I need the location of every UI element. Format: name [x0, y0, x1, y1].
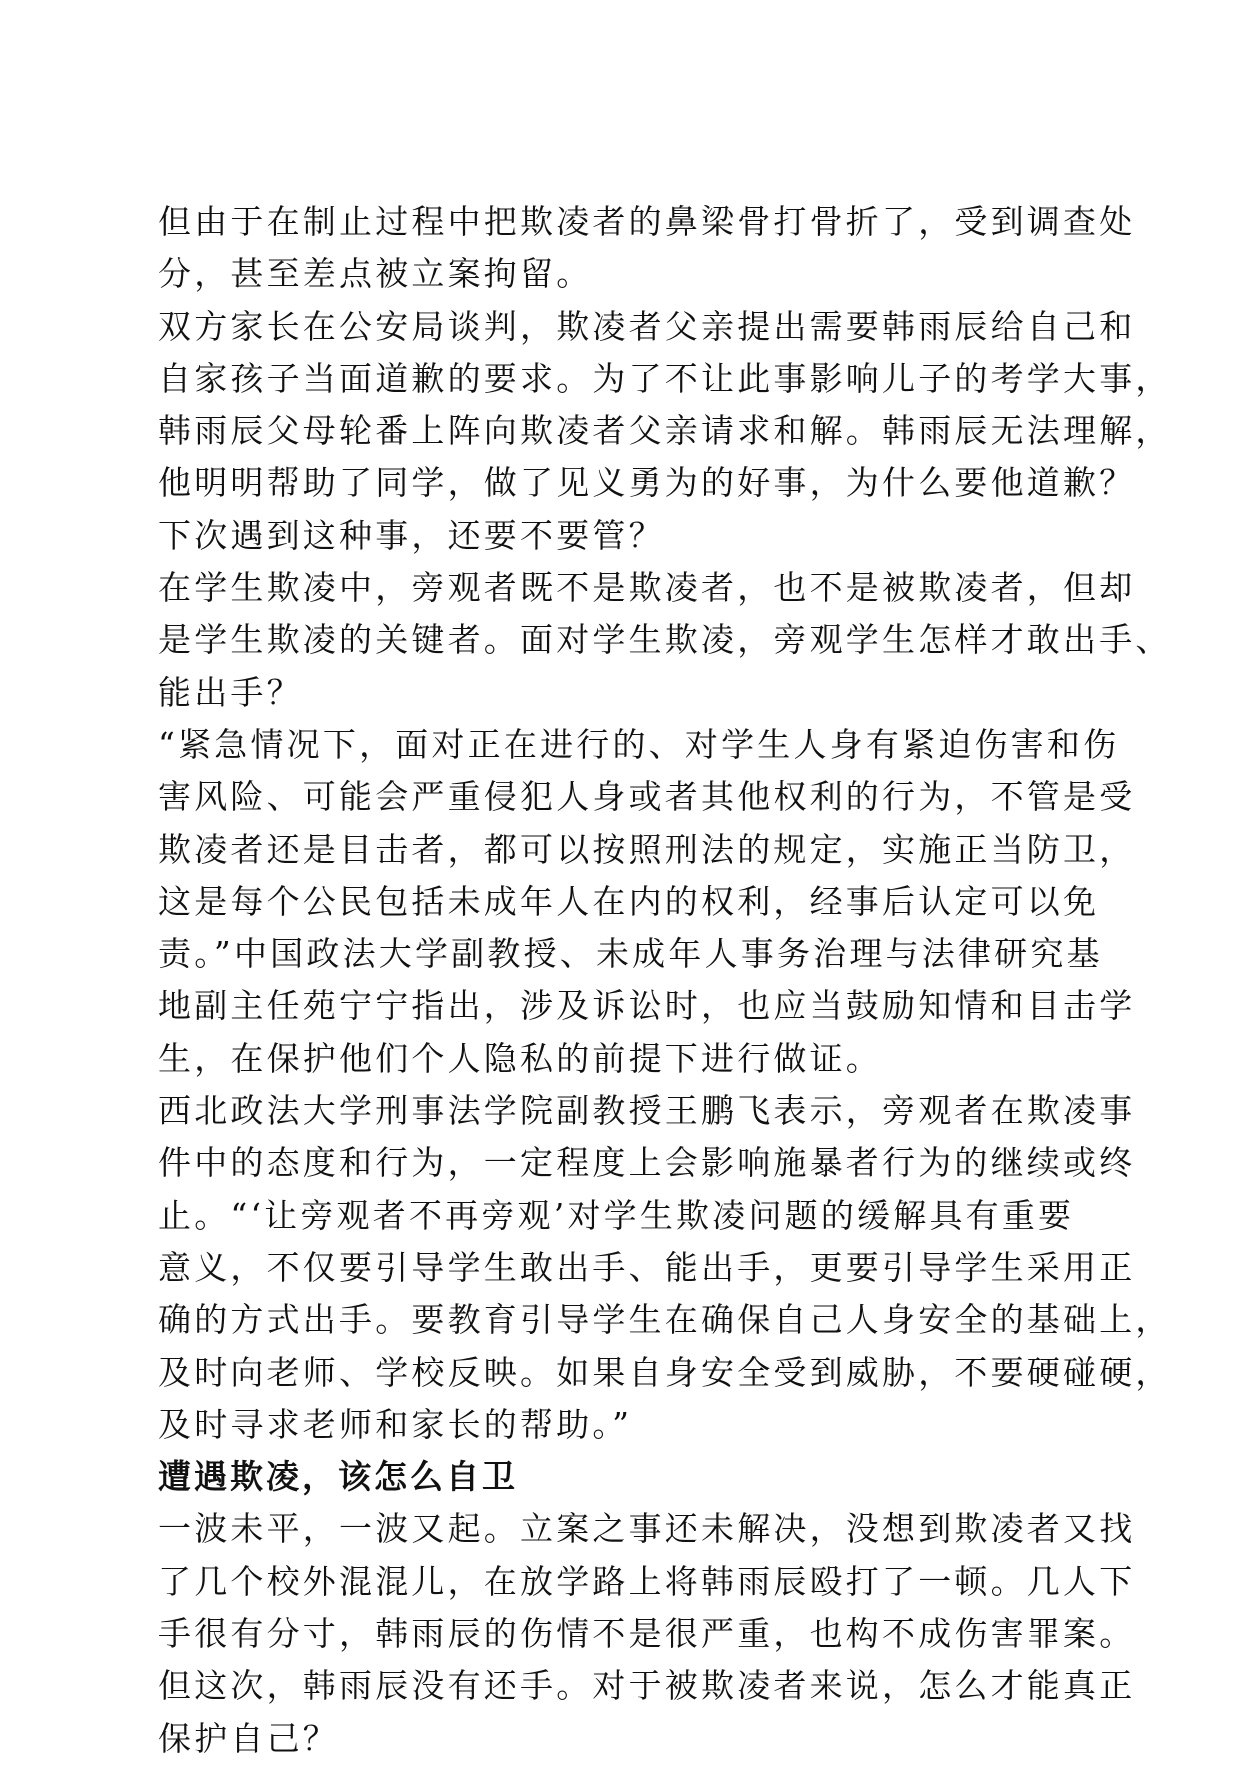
- text-line: 地副主任苑宁宁指出，涉及诉讼时，也应当鼓励知情和目击学: [158, 986, 1136, 1026]
- text-line: 及时向老师、学校反映。如果自身安全受到威胁，不要硬碰硬，: [158, 1352, 1172, 1392]
- text-line: 能出手？: [158, 672, 303, 712]
- text-line: 及时寻求老师和家长的帮助。”: [158, 1404, 633, 1444]
- text-line: 他明明帮助了同学，做了见义勇为的好事，为什么要他道歉？: [158, 463, 1136, 503]
- article-body: [158, 196, 1172, 1765]
- text-line: 了几个校外混混儿，在放学路上将韩雨辰殴打了一顿。几人下: [158, 1561, 1136, 1601]
- text-line: 双方家长在公安局谈判，欺凌者父亲提出需要韩雨辰给自己和: [158, 306, 1136, 346]
- text-line: 生，在保护他们个人隐私的前提下进行做证。: [158, 1038, 882, 1078]
- text-line: 害风险、可能会严重侵犯人身或者其他权利的行为，不管是受: [158, 777, 1136, 817]
- section-heading: 遭遇欺凌，该怎么自卫: [158, 1457, 518, 1497]
- text-line: 但这次，韩雨辰没有还手。对于被欺凌者来说，怎么才能真正: [158, 1666, 1136, 1706]
- text-line: 在学生欺凌中，旁观者既不是欺凌者，也不是被欺凌者，但却: [158, 568, 1136, 608]
- text-line: 手很有分寸，韩雨辰的伤情不是很严重，也构不成伤害罪案。: [158, 1614, 1136, 1654]
- text-line: 西北政法大学刑事法学院副教授王鹏飞表示，旁观者在欺凌事: [158, 1091, 1136, 1131]
- text-line: 是学生欺凌的关键者。面对学生欺凌，旁观学生怎样才敢出手、: [158, 620, 1172, 660]
- text-line: 韩雨辰父母轮番上阵向欺凌者父亲请求和解。韩雨辰无法理解，: [158, 411, 1172, 451]
- text-line: 确的方式出手。要教育引导学生在确保自己人身安全的基础上，: [158, 1300, 1172, 1340]
- text-line: 件中的态度和行为，一定程度上会影响施暴者行为的继续或终: [158, 1143, 1136, 1183]
- text-line: 意义，不仅要引导学生敢出手、能出手，更要引导学生采用正: [158, 1247, 1136, 1287]
- text-line: 分，甚至差点被立案拘留。: [158, 254, 593, 294]
- text-line: 止。“‘让旁观者不再旁观’对学生欺凌问题的缓解具有重要: [158, 1195, 1075, 1235]
- text-line: 这是每个公民包括未成年人在内的权利，经事后认定可以免: [158, 881, 1100, 921]
- text-line: 自家孩子当面道歉的要求。为了不让此事影响儿子的考学大事，: [158, 358, 1172, 398]
- text-line: 但由于在制止过程中把欺凌者的鼻梁骨打骨折了，受到调查处: [158, 202, 1136, 241]
- text-line: 责。”中国政法大学副教授、未成年人事务治理与法律研究基: [158, 934, 1103, 974]
- text-line: “紧急情况下，面对正在进行的、对学生人身有紧迫伤害和伤: [158, 724, 1120, 764]
- text-line: 欺凌者还是目击者，都可以按照刑法的规定，实施正当防卫，: [158, 829, 1136, 869]
- text-line: 一波未平，一波又起。立案之事还未解决，没想到欺凌者又找: [158, 1509, 1136, 1549]
- text-line: 下次遇到这种事，还要不要管？: [158, 515, 665, 555]
- text-line: 保护自己？: [158, 1718, 339, 1758]
